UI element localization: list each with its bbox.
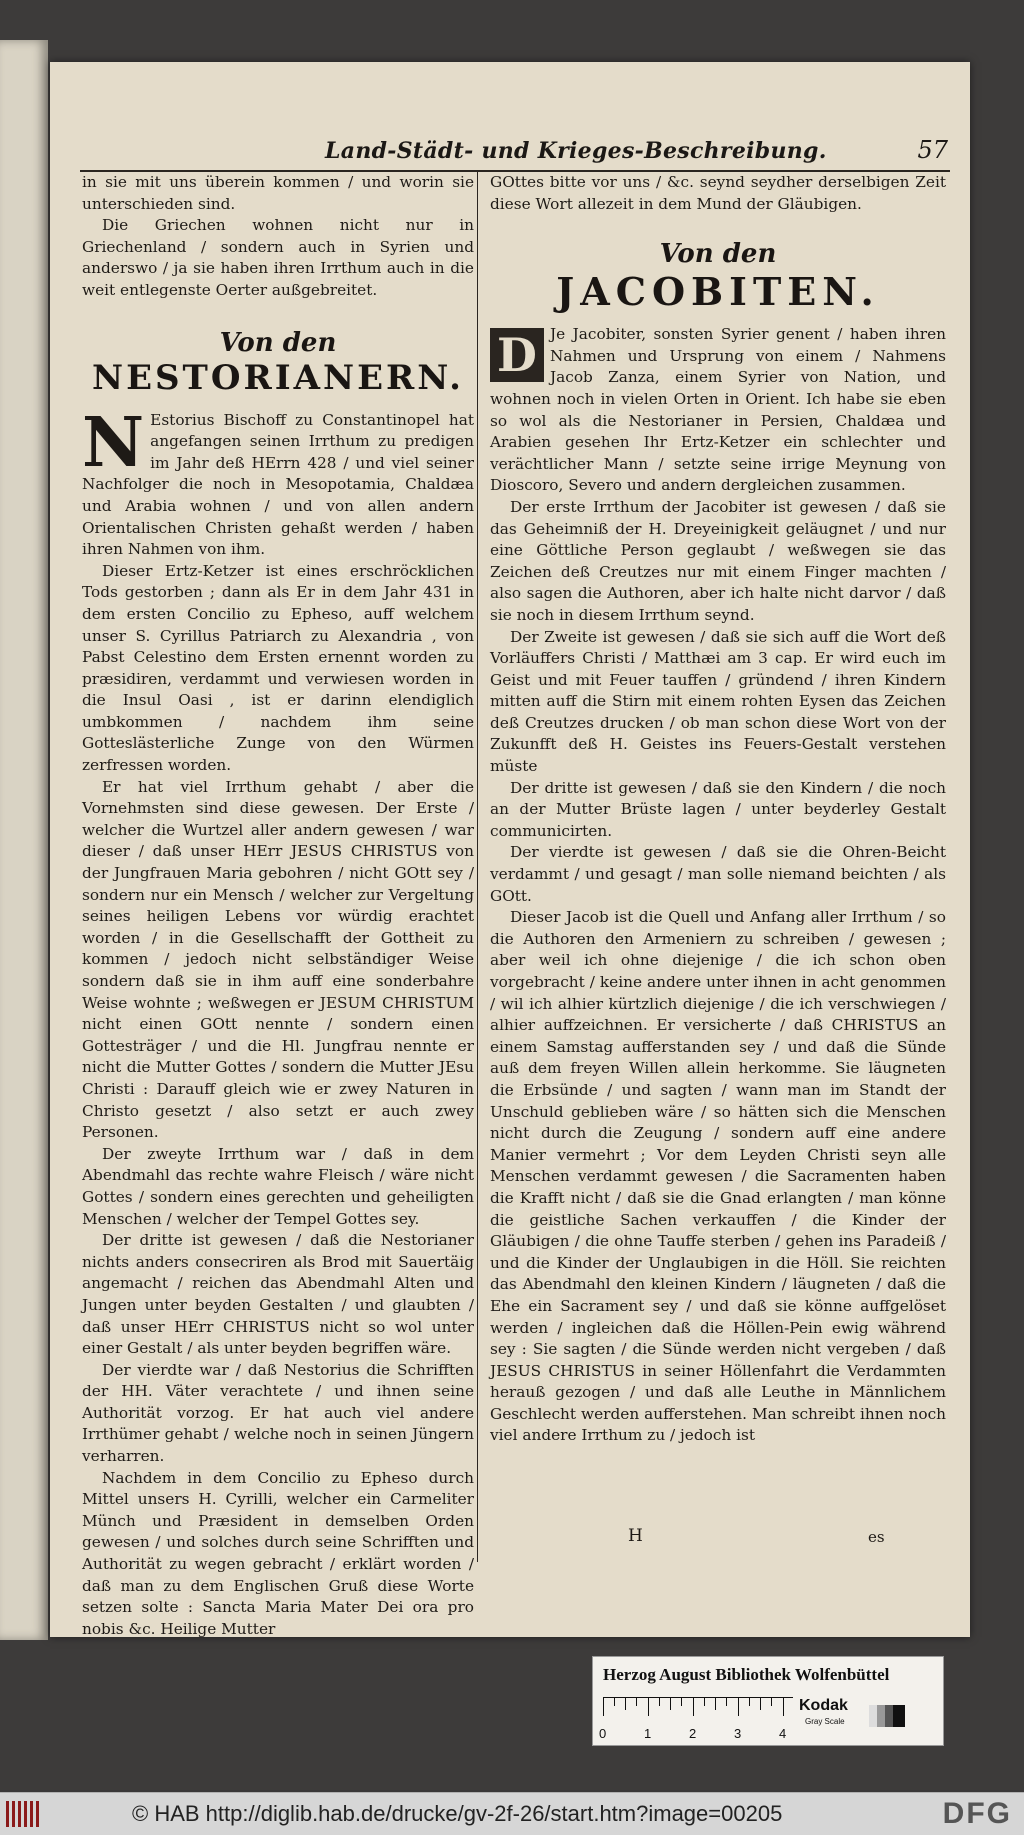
ruler-minor-tick [771, 1698, 772, 1706]
ruler-number: 3 [734, 1726, 742, 1741]
page-header [80, 132, 950, 172]
ruler-tick [738, 1698, 739, 1716]
drop-cap: D [490, 328, 544, 382]
ruler-tick [648, 1698, 649, 1716]
ruler-minor-tick [670, 1698, 671, 1710]
section-heading-prefix: Von den [219, 327, 337, 358]
section-heading: NESTORIANERN. [92, 357, 464, 398]
paragraph: Der Zweite ist gewesen / daß sie sich auff die Wort deß Vorläuffers Christi / Matthæi am 3 cap. Er wird euch im Geist und mit Feuer tauffen / gründend / ihren Kindern mitten auff die Stirn mit einem rohten Eysen das Zeichen deß Creutzes drucken / ob man schon diese Wort von der Zukunfft deß H. Geistes ins Feuers-Gestalt verstehen müste [490, 627, 946, 776]
ruler-number: 0 [599, 1726, 607, 1741]
paragraph: in sie mit uns überein kommen / und worin sie unterschieden sind. [82, 173, 474, 213]
kodak-brand: Kodak [799, 1697, 848, 1714]
ruler-minor-tick [659, 1698, 660, 1706]
ruler-minor-tick [726, 1698, 727, 1706]
gray-patch [869, 1705, 877, 1727]
paragraph: Er hat viel Irrthum gehabt / aber die Vornehmsten sind diese gewesen. Der Erste / welcher die Wurtzel aller andern gewesen / war dieser / daß unser HErr JESUS CHRISTUS von der Jungfrauen Maria gebohren / nicht GOtt sey / sondern nur ein Mensch / welcher zur Vergeltung seines heiligen Lebens vor würdig erachtet worden / in die Gesellschafft der Gottheit zu kommen / jedoch nicht selbständiger Weise sondern daß sie in ihm auff eine sonderbahre Weise wohnte ; weßwegen er JESUM CHRISTUM nicht einen GOtt nennte / sondern einen Gottesträger / und die Hl. Jungfrau nennte er nicht die Mutter Gottes / sondern die Mutter JEsu Christi : Darauff gleich wie er zwey Naturen in Christo gesetzt / also setzt er auch zwey Personen. [82, 777, 474, 1142]
gray-patch [885, 1705, 893, 1727]
ruler-number: 2 [689, 1726, 697, 1741]
viewer-footer [0, 1792, 1024, 1835]
ruler-minor-tick [760, 1698, 761, 1710]
gray-patch [877, 1705, 885, 1727]
page-number: 57 [917, 136, 948, 164]
ruler-tick [783, 1698, 784, 1716]
ruler-minor-tick [749, 1698, 750, 1706]
paragraph: Der dritte ist gewesen / daß sie den Kindern / die noch an der Mutter Brüste lagen / unter beyderley Gestalt communicirten. [490, 778, 946, 840]
ruler-minor-tick [681, 1698, 682, 1706]
paragraph: Estorius Bischoff zu Constantinopel hat angefangen seinen Irrthum zu predigen im Jahr deß HErrn 428 / und viel seiner Nachfolger die noch in Mesopotamia, Chaldæa und Arabia wohnen / und von allen andern Orientalischen Christen gehaßt werden / haben ihren Nahmen von ihm. [82, 410, 474, 559]
paragraph: Der vierdte war / daß Nestorius die Schrifften der HH. Väter verachtete / und ihnen seine Authorität vorzog. Er hat auch viel andere Irrthümer gehabt / welche noch in seinen Jüngern verharren. [82, 1360, 474, 1466]
dfg-logo: DFG [942, 1797, 1012, 1830]
source-link[interactable]: © HAB http://diglib.hab.de/drucke/gv-2f-26/start.htm?image=00205 [132, 1801, 783, 1826]
left-column [82, 172, 474, 1640]
ruler-minor-tick [625, 1698, 626, 1710]
paragraph: Je Jacobiter, sonsten Syrier genent / haben ihren Nahmen und Ursprung von einem / Nahmens Jacob Zanza, einem Syrier von Nation, und wohnen noch in vielen Orten in Orient. Ich habe sie eben so wol als die Nestorianer in Persien, Chaldæa und Arabien gesehen Ihr Ertz-Ketzer ein schlechter und verächtlicher Mann / setzte seine irrige Meynung von Dioscoro, Severo und andern dergleichen zusammen. [490, 325, 946, 495]
paragraph: GOttes bitte vor uns / &c. seynd seydher derselbigen Zeit diese Wort allezeit in dem Mund der Gläubigen. [490, 173, 946, 213]
signature-mark: H [628, 1526, 643, 1546]
paragraph: Der dritte ist gewesen / daß die Nestorianer nichts anders consecriren als Brod mit Sauertäig angemacht / reichen das Abendmahl Alten und Jungen unter beyden Gestalten / und glaubten / daß unser HErr CHRISTUS nicht so wol unter einer Gestalt / als unter beyden begriffen wäre. [82, 1231, 474, 1358]
ruler-number: 4 [779, 1726, 787, 1741]
scale-ruler [599, 1697, 793, 1741]
previous-page-edge [0, 40, 48, 1640]
ruler-minor-tick [614, 1698, 615, 1706]
paragraph: Der vierdte ist gewesen / daß sie die Ohren-Beicht verdammt / und gesagt / man solle niemand beichten / als GOtt. [490, 843, 946, 905]
library-color-label [592, 1656, 944, 1746]
ruler-minor-tick [715, 1698, 716, 1710]
right-column [490, 172, 946, 1447]
ruler-number: 1 [644, 1726, 652, 1741]
section-heading-prefix: Von den [659, 239, 777, 270]
paragraph: Dieser Ertz-Ketzer ist eines erschröcklichen Tods gestorben ; dann als Er in dem Jahr 431 in dem ersten Concilio zu Epheso, auff welchem unser S. Cyrillus Patriarch zu Alexandria , von Pabst Celestino dem Ersten ernennt worden zu præsidiren, verdammt und verwiesen worden in die Insul Oasi , ist er darinn elendiglich umbkommen / nachdem ihm seine Gotteslästerliche Zunge von den Würmen zerfressen worden. [82, 561, 474, 775]
paragraph: Die Griechen wohnen nicht nur in Griechenland / sondern auch in Syrien und anderswo / ja sie haben ihren Irrthum auch in die weit entlegenste Oerter außgebreitet. [82, 216, 474, 299]
paragraph: Der erste Irrthum der Jacobiter ist gewesen / daß sie das Geheimniß der H. Dreyeinigkeit geläugnet / und nur eine Göttliche Person geglaubt / weßwegen sie das Zeichen deß Creutzes nur mit einem Finger machten / also sagen die Authoren, aber ich halte nicht darvor / daß sie noch in diesem Irrthum seynd. [490, 497, 946, 624]
paragraph: Nachdem in dem Concilio zu Epheso durch Mittel unsers H. Cyrilli, welcher ein Carmeliter Münch und Præsident in demselben Orden gewesen / und solches durch seine Schrifften und Authorität zu wegen gebracht / erklärt worden / daß man zu dem Englischen Gruß diese Worte setzen solte : Sancta Maria Mater Dei ora pro nobis &c. Heilige Mutter [82, 1468, 474, 1638]
library-name: Herzog August Bibliothek Wolfenbüttel [603, 1665, 890, 1684]
catchword: es [868, 1528, 885, 1546]
gray-scale-patches [869, 1705, 909, 1727]
running-head: Land-Städt- und Krieges-Beschreibung. [325, 138, 827, 164]
paragraph: Dieser Jacob ist die Quell und Anfang aller Irrthum / so die Authoren den Armeniern zu schreiben / gewesen ; aber weil ich ohne diejenige / die ich schon oben vorgebracht / keine andere unter ihnen in acht genommen / wil ich alhier kürtzlich diejenige / die ich verschwiegen / alhier auffzeichnen. Er versicherte / daß CHRISTUS an einem Samstag aufferstanden sey / und daß die Sünde auß dem freyen Willen allein herkomme. Sie läugneten die Erbsünde / und sagten / wann man im Standt der Unschuld geblieben wäre / so hätten sich die Menschen nicht durch die Zeugung / sondern auff eine andere Manier vermehrt ; Vor dem Leyden Christi seyn alle Menschen verdammt gewesen / die Sacramenten haben die Krafft nicht / daß sie die Gnad erlangten / man könne die geistliche Sachen verkauffen / die Kinder der Gläubigen / die ohne Tauffe sterben / gehen ins Paradeiß / und die Kinder der Unglaubigen in die Höll. Sie reichten das Abendmahl den kleinen Kindern / läugneten / daß die Ehe ein Sacrament sey / und daß sie könne auffgelöset werden / ingleichen daß die Höllen-Pein ewig während sey : Sie sagten / die Sünde werden nicht vergeben / daß JESUS CHRISTUS in seiner Höllenfahrt die Verdammten herauß gezogen / und daß alle Leuthe in Männlichem Geschlecht werden aufferstehen. Man schreibt ihnen noch viel andere Irrthum zu / jedoch ist [490, 908, 946, 1445]
gray-patch [893, 1705, 905, 1727]
kodak-subtitle: Gray Scale [805, 1717, 845, 1726]
drop-cap: N [82, 402, 145, 483]
ruler-tick [693, 1698, 694, 1716]
ruler-minor-tick [636, 1698, 637, 1706]
section-heading: JACOBITEN. [556, 269, 880, 315]
ruler-minor-tick [704, 1698, 705, 1706]
ruler-tick [603, 1698, 604, 1716]
paragraph: Der zweyte Irrthum war / daß in dem Abendmahl das rechte wahre Fleisch / wäre nicht Gottes / sondern eines gerechten und geheiligten Menschen / welcher der Tempel Gottes sey. [82, 1144, 474, 1228]
hab-logo-icon [6, 1801, 46, 1827]
column-divider [477, 172, 478, 1562]
